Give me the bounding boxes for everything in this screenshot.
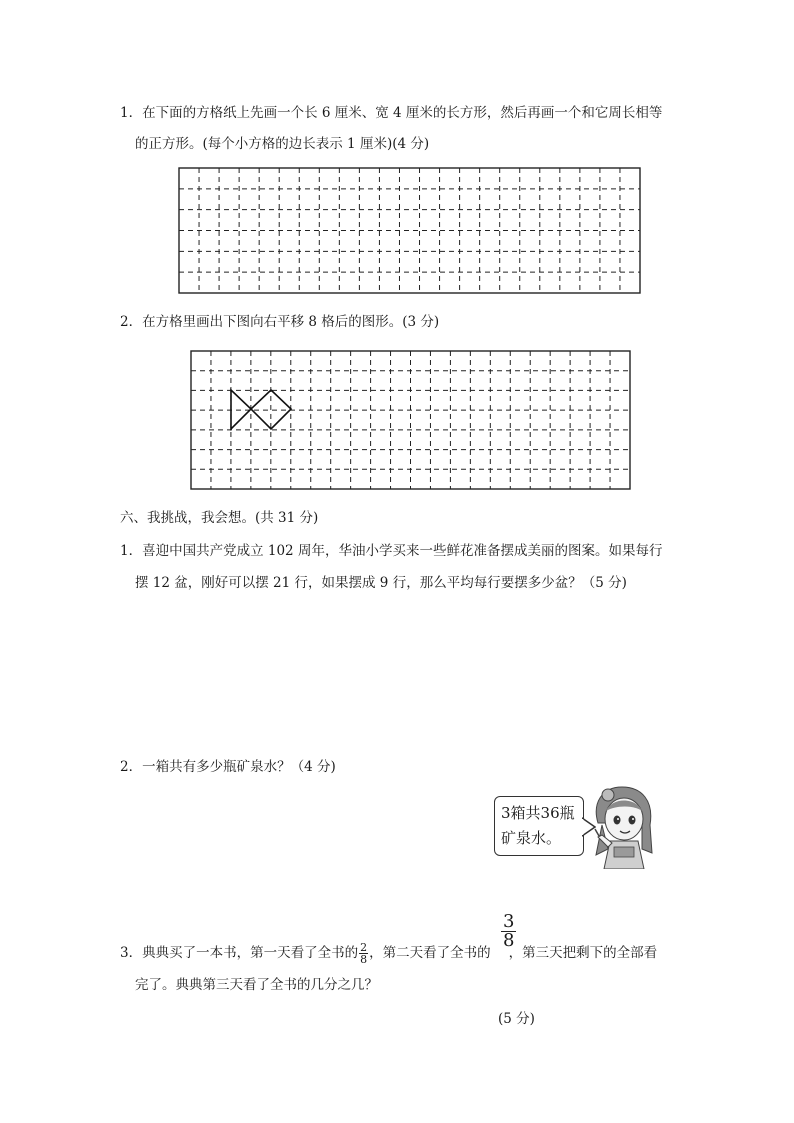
grid-paper-1[interactable] xyxy=(178,167,642,295)
p3-part3: ，第三天把剩下的全部看 xyxy=(508,945,658,961)
frac1-den: 8 xyxy=(360,953,368,966)
q1-line2: 的正方形。(每个小方格的边长表示 1 厘米)(4 分) xyxy=(135,136,430,152)
section6-title: 六、我挑战，我会想。(共 31 分) xyxy=(120,510,319,526)
p3-line2: 完了。典典第三天看了全书的几分之几？ xyxy=(135,977,378,993)
bubble-line2: 矿泉水。 xyxy=(501,829,562,847)
girl-character-icon xyxy=(584,783,662,869)
grid-paper-2[interactable] xyxy=(190,350,632,491)
bubble-line1: 3箱共36瓶 xyxy=(501,804,575,822)
fraction-two-eighths xyxy=(359,942,368,965)
q1-line1: 1．在下面的方格纸上先画一个长 6 厘米、宽 4 厘米的长方形，然后再画一个和它周长相等 xyxy=(120,105,663,121)
fraction-three-eighths xyxy=(501,913,516,950)
fish-shape xyxy=(231,390,291,429)
p3-part1: 3．典典买了一本书，第一天看了全书的 xyxy=(120,945,359,961)
p3-line1 xyxy=(120,942,657,965)
q2-text: 2．在方格里画出下图向右平移 8 格后的图形。(3 分) xyxy=(120,314,440,330)
frac1-num: 2 xyxy=(360,941,368,954)
p3-score: (5 分) xyxy=(498,1011,535,1027)
p1-line1: 1．喜迎中国共产党成立 102 周年，华油小学买来一些鲜花准备摆成美丽的图案。如果每行 xyxy=(120,543,663,559)
p2-text: 2．一箱共有多少瓶矿泉水？（4 分) xyxy=(120,759,336,775)
speech-bubble xyxy=(494,796,584,856)
p1-line2: 摆 12 盆，刚好可以摆 21 行，如果摆成 9 行，那么平均每行要摆多少盆？（5 分) xyxy=(135,575,627,591)
frac2-num: 3 xyxy=(503,911,515,932)
p3-part2: ，第二天看了全书的 xyxy=(369,945,491,961)
frac2-den: 8 xyxy=(503,930,515,951)
